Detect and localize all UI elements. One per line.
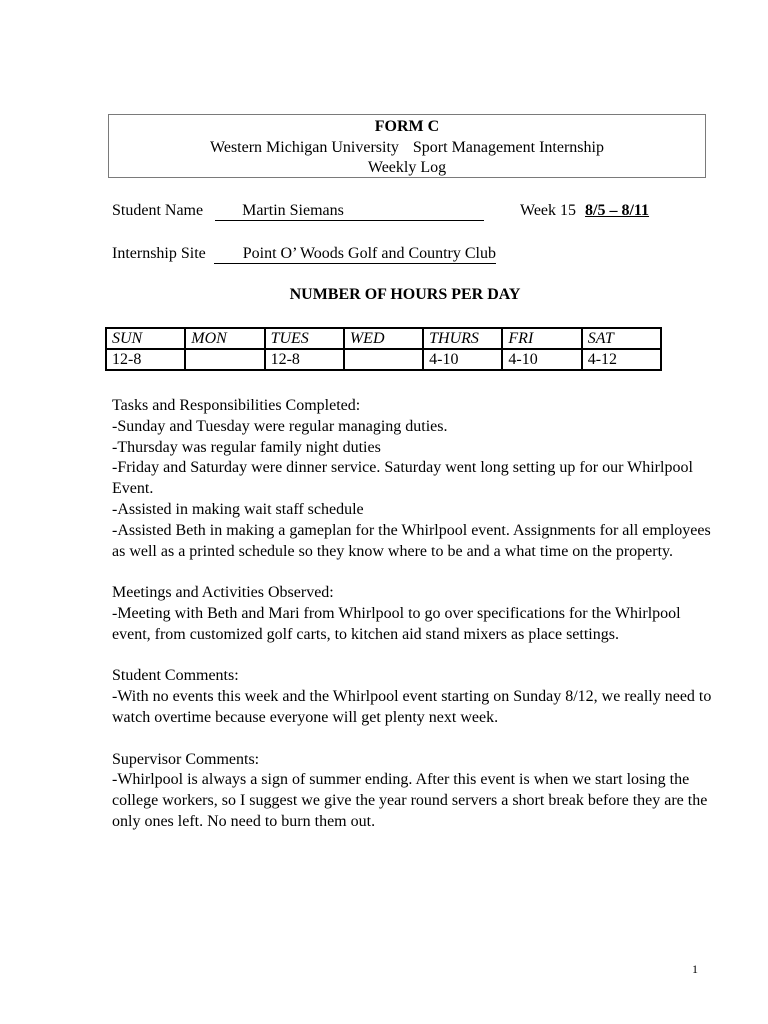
hours-table: [105, 327, 662, 371]
internship-site-row: [112, 245, 496, 264]
student-comments-heading: Student Comments:: [112, 667, 239, 685]
student-name-value: Martin Siemans: [215, 202, 484, 221]
supervisor-comments-item: -Whirlpool is always a sign of summer ending. After this event is when we start losing the college workers, so I suggest we give the year round servers a short break before they are the only ones left. No need to burn them out.: [112, 771, 708, 830]
tasks-item: -Sunday and Tuesday were regular managing duties.: [112, 417, 448, 435]
student-name-row: [112, 202, 484, 221]
days-row: [106, 328, 661, 349]
hours-cell: 4-10: [423, 349, 502, 370]
day-cell: SAT: [582, 328, 661, 349]
hours-cell: 12-8: [106, 349, 185, 370]
meetings-heading: Meetings and Activities Observed:: [112, 584, 334, 602]
tasks-heading: Tasks and Responsibilities Completed:: [112, 397, 361, 414]
day-cell: MON: [185, 328, 264, 349]
tasks-item: -Assisted in making wait staff schedule: [112, 500, 364, 518]
tasks-item: -Assisted Beth in making a gameplan for the Whirlpool event. Assignments for all employees as well as a printed schedule so they know where to be and a what time on the property.: [112, 521, 711, 560]
tasks-item: -Thursday was regular family night duties: [112, 438, 381, 456]
hours-title: NUMBER OF HOURS PER DAY: [289, 286, 521, 303]
hours-cell: 12-8: [265, 349, 344, 370]
internship-site-value: Point O’ Woods Golf and Country Club: [214, 245, 496, 264]
form-title: FORM C: [374, 118, 440, 135]
internship-site-label: Internship Site: [112, 245, 206, 262]
week-info: [520, 202, 649, 220]
day-cell: FRI: [502, 328, 581, 349]
hours-cell: [185, 349, 264, 370]
university-name: Western Michigan University: [210, 138, 399, 156]
day-cell: THURS: [423, 328, 502, 349]
program-name: Sport Management Internship: [412, 138, 604, 156]
form-subtitle: [109, 138, 705, 159]
meetings-item: -Meeting with Beth and Mari from Whirlpool to go over specifications for the Whirlpool event, from customized golf carts, to kitchen aid stand mixers as place settings.: [112, 604, 681, 643]
week-label: Week 15: [520, 202, 577, 219]
hours-cell: 4-10: [502, 349, 581, 370]
hours-cell: [344, 349, 423, 370]
day-cell: WED: [344, 328, 423, 349]
form-header: [108, 114, 706, 178]
tasks-item: -Friday and Saturday were dinner service. Saturday went long setting up for our Whirlpool Event.: [112, 459, 693, 498]
log-body: [112, 396, 712, 833]
hours-row: [106, 349, 661, 370]
student-comments-item: -With no events this week and the Whirlpool event starting on Sunday 8/12, we really need to watch overtime because everyone will get plenty next week.: [112, 688, 712, 726]
hours-cell: 4-12: [582, 349, 661, 370]
day-cell: SUN: [106, 328, 185, 349]
supervisor-comments-heading: Supervisor Comments:: [112, 750, 260, 768]
day-cell: TUES: [265, 328, 344, 349]
page-number: 1: [692, 962, 698, 976]
log-title: Weekly Log: [367, 159, 447, 176]
week-dates: 8/5 – 8/11: [585, 202, 650, 219]
student-name-label: Student Name: [112, 202, 204, 219]
